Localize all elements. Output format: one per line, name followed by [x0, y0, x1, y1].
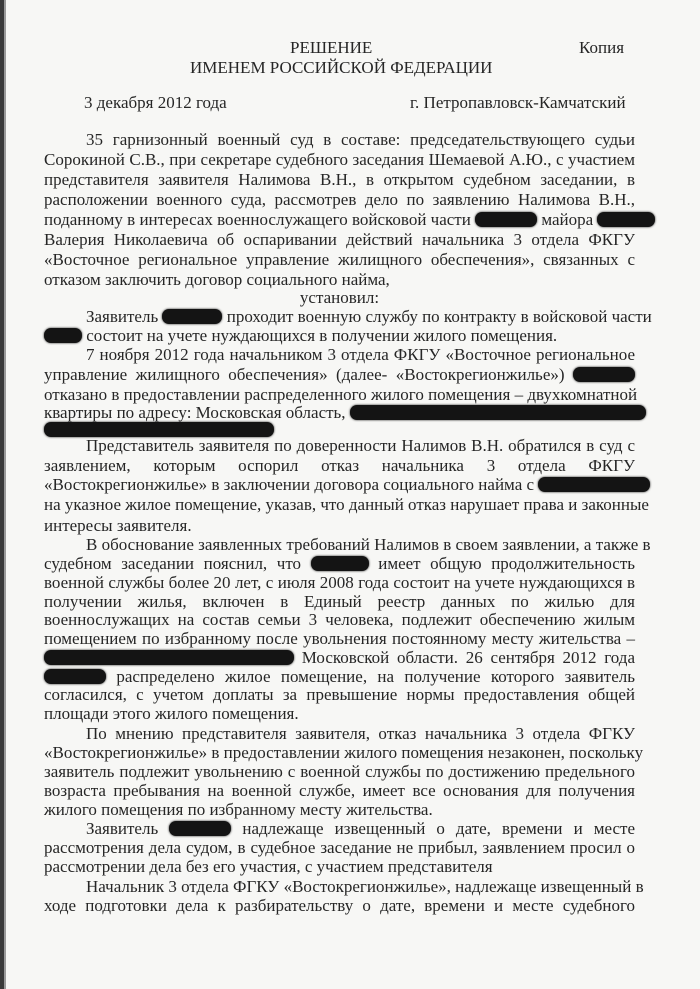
text-line: [44, 210, 635, 230]
text-line: [44, 592, 635, 612]
text-segment: надлежаще извещенный о дате, времени и месте: [242, 819, 635, 838]
redaction-mark: [44, 650, 294, 665]
text-line: [44, 230, 635, 250]
text-line: [44, 456, 635, 476]
text-segment: По мнению представителя заявителя, отказ начальника 3 отдела ФГКУ: [86, 724, 635, 743]
text-line: [44, 288, 635, 308]
text-segment: Начальник 3 отдела ФГКУ «Востокрегионжилье», надлежаще извещенный в: [86, 877, 644, 896]
redaction-mark: [311, 556, 369, 571]
redaction-mark: [44, 669, 106, 684]
text-line: [44, 170, 635, 190]
text-line: [44, 743, 644, 763]
text-line: [44, 667, 635, 687]
redaction-mark: [44, 422, 274, 437]
text-line: [44, 516, 635, 536]
text-line: [86, 307, 652, 327]
text-segment: Заявитель: [86, 307, 159, 326]
text-segment: согласился, с учетом доплаты за превышение нормы предоставления общей: [44, 685, 635, 704]
text-segment: распределено жилое помещение, на получение которого заявитель: [116, 667, 636, 686]
text-segment: квартиры по адресу: Московская область,: [44, 403, 346, 422]
text-segment: «Востокрегионжилье» в заключении договора социального найма с: [44, 475, 535, 494]
text-line: [44, 190, 635, 210]
text-segment: 7 ноября 2012 года начальником 3 отдела ФКГУ «Восточное региональное: [86, 345, 635, 364]
text-segment: рассмотрения дела судом, в судебное заседание не прибыл, заявлением просил о: [44, 838, 635, 857]
text-line: [86, 877, 644, 897]
text-line: [44, 800, 635, 820]
text-segment: ходе подготовки дела к разбирательству о дате, времени и месте судебного: [44, 896, 635, 915]
text-segment: управление жилищного обеспечения» (далее- «Востокрегионжилье»): [44, 365, 565, 384]
text-segment: имеет общую продолжительность: [378, 554, 636, 573]
text-line: [44, 326, 635, 346]
text-segment: на указное жилое помещение, указав, что данный отказ нарушает права и законные: [44, 495, 649, 514]
text-line: [44, 629, 635, 649]
text-line: [44, 781, 635, 801]
text-segment: расположении военного суда, рассмотрев дело по заявлению Налимова В.Н.,: [44, 190, 635, 209]
text-segment: проходит военную службу по контракту в войсковой части: [226, 307, 652, 326]
text-segment: Московской области. 26 сентября 2012 года: [301, 648, 636, 667]
text-line: [44, 475, 635, 495]
text-line: [44, 857, 635, 877]
text-segment: представителя заявителя Налимова В.Н., в открытом судебном заседании, в: [44, 170, 635, 189]
redaction-mark: [162, 309, 222, 324]
text-segment: помещением по избранному после увольнения постоянному месту жительства –: [44, 629, 635, 648]
copy-mark: Копия: [579, 38, 625, 57]
text-line: [86, 819, 635, 839]
text-line: [44, 495, 649, 515]
redaction-mark: [169, 821, 231, 836]
text-line: [86, 130, 635, 150]
redaction-mark: [538, 477, 650, 492]
text-segment: Сорокиной С.В., при секретаре судебного заседания Шемаевой А.Ю., с участием: [44, 150, 635, 169]
document-subtitle: ИМЕНЕМ РОССИЙСКОЙ ФЕДЕРАЦИИ: [190, 58, 493, 77]
text-segment: судебном заседании пояснил, что: [44, 554, 302, 573]
text-segment: Валерия Николаевича об оспаривании действий начальника 3 отдела ФКГУ: [44, 230, 635, 249]
text-line: [44, 250, 635, 270]
redaction-mark: [475, 212, 537, 227]
text-line: [44, 610, 635, 630]
text-line: [86, 724, 635, 744]
text-segment: заявитель подлежит увольнению с военной службы по достижению предельного: [44, 762, 635, 781]
text-segment: отказано в предоставлении распределенного жилого помещения – двухкомнатной: [44, 385, 638, 404]
document-city: г. Петропавловск-Камчатский: [410, 93, 626, 112]
text-line: [86, 436, 635, 456]
text-line: [44, 704, 635, 724]
document-date: 3 декабря 2012 года: [84, 93, 227, 112]
text-segment: заявлением, которым оспорил отказ начальника 3 отдела ФКГУ: [44, 456, 635, 475]
text-segment: Представитель заявителя по доверенности Налимов В.Н. обратился в суд с: [86, 436, 635, 455]
text-line: [86, 535, 651, 555]
redaction-mark: [350, 405, 646, 420]
text-segment: военной службы более 20 лет, с июля 2008 года состоит на учете нуждающихся в: [44, 573, 635, 592]
text-segment: В обоснование заявленных требований Налимов в своем заявлении, а также в: [86, 535, 651, 554]
document-title: РЕШЕНИЕ: [290, 38, 373, 57]
text-line: [44, 385, 638, 405]
text-segment: возраста пребывания на военной службе, имеет все основания для получения: [44, 781, 635, 800]
text-segment: 35 гарнизонный военный суд в составе: председательствующего судьи: [86, 130, 635, 149]
text-segment: поданному в интересах военнослужащего войсковой части: [44, 210, 471, 229]
text-segment: «Восточное региональное управление жилищного обеспечения», связанных с: [44, 250, 635, 269]
redaction-mark: [573, 367, 635, 382]
text-line: [44, 365, 635, 385]
text-segment: площади этого жилого помещения.: [44, 704, 299, 723]
redaction-mark: [44, 328, 82, 343]
text-segment: жилого помещения по избранному месту жительства.: [44, 800, 433, 819]
text-line: [44, 270, 635, 290]
text-segment: состоит на учете нуждающихся в получении жилого помещения.: [86, 326, 558, 345]
text-segment: получении жилья, включен в Единый реестр данных по жилью для: [44, 592, 635, 611]
text-segment: Заявитель: [86, 819, 159, 838]
text-line: [44, 573, 635, 593]
text-line: [44, 554, 635, 574]
text-segment: «Востокрегионжилье» в предоставлении жилого помещения незаконен, поскольку: [44, 743, 644, 762]
text-segment: майора: [541, 210, 594, 229]
scan-edge-shadow: [4, 0, 6, 989]
text-segment: интересы заявителя.: [44, 516, 192, 535]
text-line: [44, 150, 635, 170]
text-segment: военнослужащих на состав семьи 3 человека, подлежит обеспечению жилым: [44, 610, 635, 629]
text-line: [44, 838, 635, 858]
text-line: [86, 345, 635, 365]
text-segment: отказом заключить договор социального найма,: [44, 270, 390, 289]
redaction-mark: [597, 212, 655, 227]
text-line: [44, 685, 635, 705]
text-line: [44, 648, 635, 668]
text-line: [44, 896, 635, 916]
text-segment: установил:: [299, 288, 380, 307]
text-segment: рассмотрении дела без его участия, с участием представителя: [44, 857, 493, 876]
text-line: [44, 762, 635, 782]
